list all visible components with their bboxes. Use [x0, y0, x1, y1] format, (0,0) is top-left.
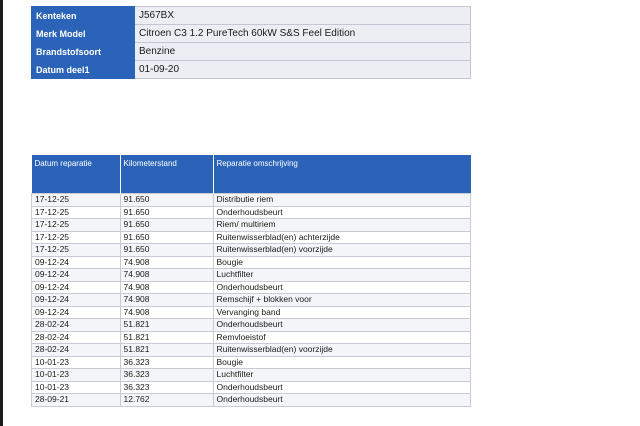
table-row	[32, 269, 471, 282]
repair-date-cell: 10-01-23	[32, 381, 121, 394]
vehicle-info-value: J567BX	[135, 7, 471, 25]
repair-mileage-cell: 74.908	[120, 306, 213, 319]
repair-description-cell: Luchtfilter	[213, 269, 471, 282]
repair-description-cell: Vervanging band	[213, 306, 471, 319]
repair-date-cell: 28-02-24	[32, 331, 121, 344]
repair-date-cell: 09-12-24	[32, 281, 121, 294]
header-kilometerstand: Kilometerstand	[120, 155, 213, 194]
repair-description-cell: Ruitenwisserblad(en) achterzijde	[213, 231, 471, 244]
repair-mileage-cell: 74.908	[120, 256, 213, 269]
repair-mileage-cell: 91.650	[120, 206, 213, 219]
repair-description-cell: Onderhoudsbeurt	[213, 381, 471, 394]
repair-description-cell: Remvloeistof	[213, 331, 471, 344]
table-row	[32, 256, 471, 269]
repair-description-cell: Luchtfilter	[213, 369, 471, 382]
repair-mileage-cell: 36.323	[120, 356, 213, 369]
repair-mileage-cell: 91.650	[120, 231, 213, 244]
table-row	[32, 356, 471, 369]
repair-mileage-cell: 51.821	[120, 319, 213, 332]
repair-date-cell: 17-12-25	[32, 206, 121, 219]
vehicle-info-row	[32, 25, 471, 43]
repair-description-cell: Bougie	[213, 356, 471, 369]
repair-mileage-cell: 91.650	[120, 219, 213, 232]
repair-mileage-cell: 74.908	[120, 281, 213, 294]
table-row	[32, 344, 471, 357]
repair-date-cell: 28-09-21	[32, 394, 121, 407]
repair-mileage-cell: 51.821	[120, 344, 213, 357]
table-row	[32, 369, 471, 382]
vehicle-info-label: Kenteken	[32, 7, 135, 25]
table-row	[32, 244, 471, 257]
repair-description-cell: Remschijf + blokken voor	[213, 294, 471, 307]
repair-header-row	[32, 155, 471, 194]
table-row	[32, 394, 471, 407]
page-left-border	[0, 0, 3, 426]
repair-date-cell: 17-12-25	[32, 244, 121, 257]
repair-mileage-cell: 91.650	[120, 194, 213, 207]
vehicle-info-row	[32, 61, 471, 79]
repair-date-cell: 28-02-24	[32, 344, 121, 357]
repair-mileage-cell: 36.323	[120, 381, 213, 394]
repair-date-cell: 28-02-24	[32, 319, 121, 332]
repair-mileage-cell: 12.762	[120, 394, 213, 407]
repair-mileage-cell: 91.650	[120, 244, 213, 257]
repair-history-table	[31, 155, 471, 407]
repair-description-cell: Onderhoudsbeurt	[213, 281, 471, 294]
table-row	[32, 306, 471, 319]
vehicle-info-label: Merk Model	[32, 25, 135, 43]
vehicle-info-value: Citroen C3 1.2 PureTech 60kW S&S Feel Edition	[135, 25, 471, 43]
repair-description-cell: Ruitenwisserblad(en) voorzijde	[213, 244, 471, 257]
repair-date-cell: 17-12-25	[32, 219, 121, 232]
repair-description-cell: Onderhoudsbeurt	[213, 206, 471, 219]
repair-description-cell: Distributie riem	[213, 194, 471, 207]
header-reparatie-omschrijving: Reparatie omschrijving	[213, 155, 471, 194]
table-row	[32, 206, 471, 219]
vehicle-info-row	[32, 43, 471, 61]
table-row	[32, 294, 471, 307]
repair-description-cell: Riem/ multiriem	[213, 219, 471, 232]
vehicle-info-row	[32, 7, 471, 25]
repair-date-cell: 10-01-23	[32, 356, 121, 369]
table-row	[32, 331, 471, 344]
table-row	[32, 231, 471, 244]
repair-description-cell: Bougie	[213, 256, 471, 269]
table-row	[32, 319, 471, 332]
repair-date-cell: 17-12-25	[32, 194, 121, 207]
repair-mileage-cell: 74.908	[120, 269, 213, 282]
vehicle-info-table	[31, 6, 471, 79]
table-row	[32, 194, 471, 207]
table-row	[32, 219, 471, 232]
repair-date-cell: 09-12-24	[32, 294, 121, 307]
repair-date-cell: 17-12-25	[32, 231, 121, 244]
repair-date-cell: 10-01-23	[32, 369, 121, 382]
table-row	[32, 381, 471, 394]
table-row	[32, 281, 471, 294]
vehicle-info-value: Benzine	[135, 43, 471, 61]
vehicle-info-label: Datum deel1	[32, 61, 135, 79]
repair-mileage-cell: 36.323	[120, 369, 213, 382]
header-datum-reparatie: Datum reparatie	[32, 155, 121, 194]
repair-description-cell: Onderhoudsbeurt	[213, 319, 471, 332]
vehicle-info-value: 01-09-20	[135, 61, 471, 79]
vehicle-info-label: Brandstofsoort	[32, 43, 135, 61]
repair-date-cell: 09-12-24	[32, 256, 121, 269]
repair-mileage-cell: 74.908	[120, 294, 213, 307]
repair-date-cell: 09-12-24	[32, 269, 121, 282]
repair-description-cell: Ruitenwisserblad(en) voorzijde	[213, 344, 471, 357]
repair-description-cell: Onderhoudsbeurt	[213, 394, 471, 407]
repair-date-cell: 09-12-24	[32, 306, 121, 319]
repair-mileage-cell: 51.821	[120, 331, 213, 344]
